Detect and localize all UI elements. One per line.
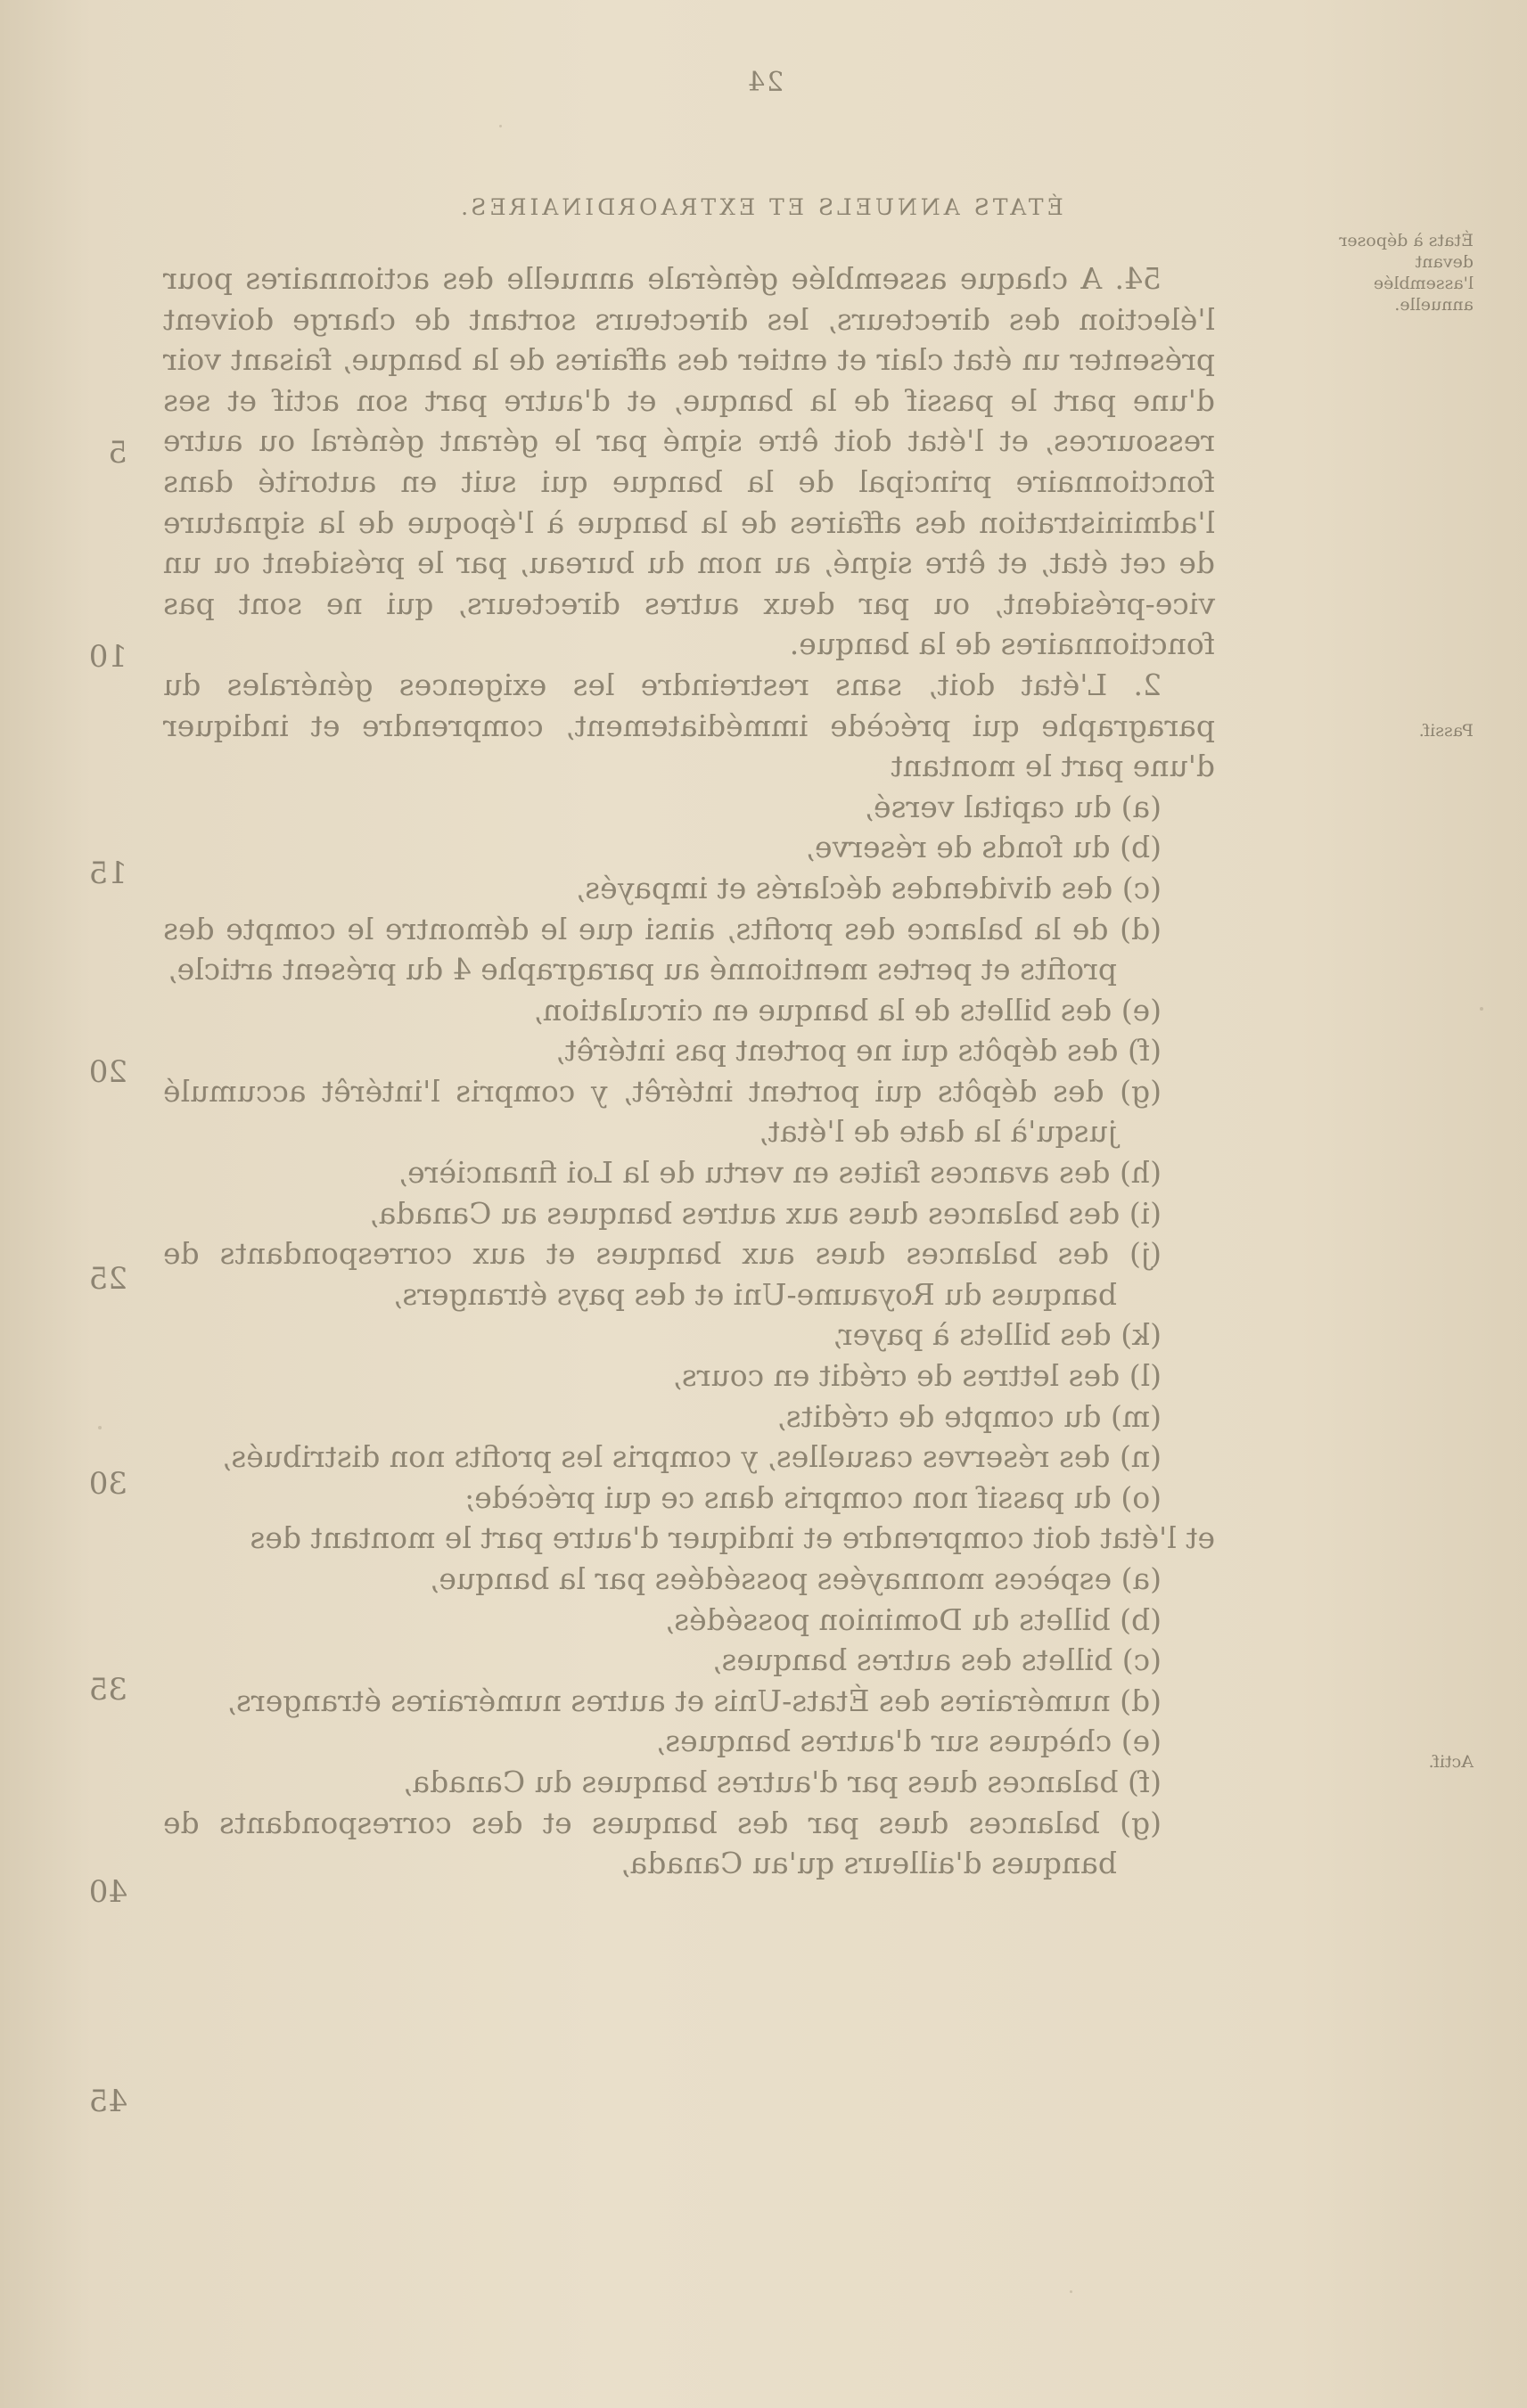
list-item-passif-e: (e) des billets de la banque en circulation, <box>533 992 1162 1028</box>
line-number: 30 <box>88 1466 127 1502</box>
line-number: 5 <box>108 435 127 471</box>
list-item-actif-c: (c) billets des autres banques, <box>711 1642 1162 1678</box>
paragraph-2: 2. L'état doit, sans restreindre les exigences générales du paragraphe qui précède immédiatement, comprendre et indiquer d'une part le montant <box>163 667 1215 784</box>
paper-speck <box>1070 2290 1072 2293</box>
line-number: 20 <box>88 1054 127 1090</box>
list-item-passif-g: (g) des dépôts qui portent intérêt, y compris l'intérêt accumulé jusqu'à la date de l'état, <box>163 1073 1162 1150</box>
list-item-passif-l: (l) des lettres de crédit en cours, <box>672 1358 1162 1394</box>
sidenote-etats: États à déposer devant l'assemblée annuelle. <box>1339 231 1474 315</box>
list-item-passif-k: (k) des billets à payer, <box>832 1317 1162 1353</box>
list-item-actif-b: (b) billets du Dominion possédés, <box>664 1601 1162 1637</box>
paper-speck <box>499 125 502 127</box>
running-head: ÉTATS ANNUELS ET EXTRAORDINAIRES. <box>457 194 1063 220</box>
sidenote-actif: Actif. <box>1428 1752 1474 1772</box>
line-number: 10 <box>88 639 127 675</box>
paragraph-section-54: 54. A chaque assemblée générale annuelle des actionnaires pour l'élection des directeurs, les directeurs sortant de charge doivent présenter un état clair et entier des affaires de la banque, faisant voir d'une part le passif de la banque, et d'autre part son actif et ses ressources, et l'état doit être signé par le gérant général ou autre fonctionnaire principal de la banque qui suit en autorité dans l'administration des affaires de la banque à l'époque de la signature de cet état, et être signé, au nom du bureau, par le président ou un vice-président, ou par deux autres directeurs, qui ne sont pas fonctionnaires de la banque. <box>163 261 1215 662</box>
list-item-passif-f: (f) des dépôts qui ne portent pas intérêt, <box>555 1033 1162 1069</box>
list-item-passif-c: (c) des dividendes déclarés et impayés, <box>575 870 1162 905</box>
list-item-actif-e: (e) chèques sur d'autres banques, <box>655 1724 1162 1759</box>
body-text <box>163 258 1215 1884</box>
paper-speck <box>1480 1007 1483 1011</box>
paper-speck <box>98 1426 102 1429</box>
line-number: 45 <box>88 2084 127 2119</box>
line-number: 15 <box>88 856 127 891</box>
list-item-passif-b: (b) du fonds de réserve, <box>805 830 1162 865</box>
list-item-passif-o: (o) du passif non compris dans ce qui précède; <box>464 1479 1162 1515</box>
list-item-actif-a: (a) espèces monnayées possédées par la banque, <box>429 1561 1162 1596</box>
list-item-passif-m: (m) du compte de crédits, <box>776 1398 1162 1434</box>
list-item-passif-h: (h) des avances faites en vertu de la Loi financière, <box>398 1155 1162 1191</box>
list-item-actif-g: (g) balances dues par des banques et des correspondants de banques d'ailleurs qu'au Canada, <box>163 1805 1162 1881</box>
list-item-passif-i: (i) des balances dues aux autres banques au Canada, <box>369 1195 1162 1231</box>
list-item-actif-f: (f) balances dues par d'autres banques du Canada, <box>402 1764 1162 1799</box>
line-number: 25 <box>88 1261 127 1297</box>
line-number: 35 <box>88 1672 127 1708</box>
list-item-passif-n: (n) des réserves casuelles, y compris les profits non distribués, <box>221 1439 1162 1475</box>
page-number: 24 <box>745 67 784 98</box>
sidenote-passif: Passif. <box>1418 721 1474 741</box>
list-item-actif-d: (d) numéraires des États-Unis et autres numéraires étrangers, <box>226 1683 1162 1718</box>
line-number: 40 <box>88 1874 127 1910</box>
list-item-passif-a: (a) du capital versé, <box>864 789 1162 824</box>
list-item-passif-j: (j) des balances dues aux banques et aux correspondants de banques du Royaume-Uni et des pays étrangers, <box>163 1236 1162 1312</box>
paragraph-actif-intro: et l'état doit comprendre et indiquer d'autre part le montant des <box>250 1520 1215 1556</box>
list-item-passif-d: (d) de la balance des profits, ainsi que le démontre le compte des profits et pertes mentionné au paragraphe 4 du présent article, <box>163 911 1162 987</box>
